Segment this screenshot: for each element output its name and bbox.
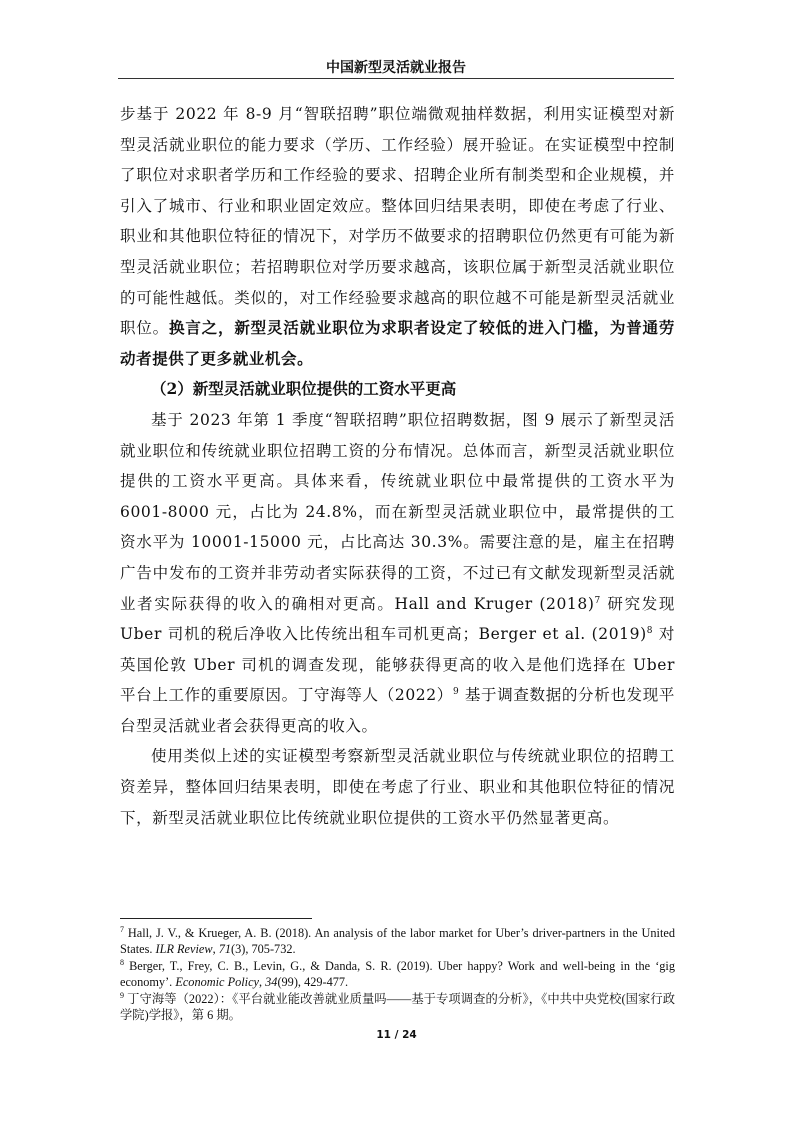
paragraph-1-bold-text: 换言之，新型灵活就业职位为求职者设定了较低的进入门槛，为普通劳动者提供了更多就业机会。: [120, 318, 675, 368]
paragraph-3: 使用类似上述的实证模型考察新型灵活就业职位与传统就业职位的招聘工资差异，整体回归结果表明，即使在考虑了行业、职业和其他职位特征的情况下，新型灵活就业职位比传统就业职位提供的工资水平仍然显著更高。: [120, 747, 675, 827]
paragraph-2-text-a: 基于 2023 年第 1 季度“智联招聘”职位招聘数据，图 9 展示了新型灵活就业职位和传统就业职位招聘工资的分布情况。总体而言，新型灵活就业职位提供的工资水平更高。具体来看，传统就业职位中最常提供的工资水平为 6001-8000 元，占比为 24.8%，而在新型灵活就业职位中，最常提供的工资水平为 10001-15000 元，占比高达 30.3%。需要注意的是，雇主在招聘广告中发布的工资并非劳动者实际获得的工资，不过已有文献发现新型灵活就业者实际获得的收入的确相对更高。Hall and Kruger (2018): [120, 410, 675, 613]
footnote-7-number: 7: [120, 925, 124, 934]
running-header: 中国新型灵活就业报告: [326, 60, 466, 76]
paragraph-2-text-c: 对英国伦敦 Uber 司机的调查发现，能够获得更高的收入是他们选择在 Uber 平台上工作的重要原因。丁守海等人（2022）: [120, 625, 675, 705]
footnotes: [120, 925, 675, 1023]
footnote-8-journal: Economic Policy: [175, 975, 259, 990]
footnote-7-text-c: (3), 705-732.: [231, 942, 296, 957]
footnote-divider: [120, 918, 312, 919]
paragraph-1-text: 步基于 2022 年 8-9 月“智联招聘”职位端微观抽样数据，利用实证模型对新型灵活就业职位的能力要求（学历、工作经验）展开验证。在实证模型中控制了职位对求职者学历和工作经验的要求、招聘企业所有制类型和企业规模，并引入了城市、行业和职业固定效应。整体回归结果表明，即使在考虑了行业、职业和其他职位特征的情况下，对学历不做要求的招聘职位仍然更有可能为新型灵活就业职位；若招聘职位对学历要求越高，该职位属于新型灵活就业职位的可能性越低。类似的，对工作经验要求越高的职位越不可能是新型灵活就业职位。: [120, 105, 675, 338]
paragraph-2-text-d: 基于调查数据的分析也发现平台型灵活就业者会获得更高的收入。: [120, 686, 675, 735]
footnote-ref-7[interactable]: 7: [594, 595, 601, 606]
footnote-9-number: 9: [120, 990, 124, 1000]
footnote-8-text-a: Berger, T., Frey, C. B., Levin, G., & Danda, S. R. (2019). Uber happy? Work and well-being in the ‘gig economy’.: [120, 958, 675, 990]
header-divider: [118, 78, 674, 79]
footnote-8-text-c: (99), 429-477.: [277, 975, 349, 990]
footnote-8-number: 8: [120, 957, 124, 967]
footnote-ref-9[interactable]: 9: [452, 687, 460, 698]
footnote-8-volume: 34: [265, 975, 278, 990]
paragraph-2: [120, 405, 675, 742]
main-body: [120, 99, 675, 833]
footnote-7-volume: 71: [218, 942, 232, 957]
footnote-ref-8[interactable]: 8: [646, 626, 654, 637]
footnote-8-text-b: ,: [258, 975, 266, 990]
footnote-9-text: 丁守海等（2022）：《平台就业能改善就业质量吗——基于专项调查的分析》，《中共中央党校(国家行政学院)学报》，第 6 期。: [120, 991, 675, 1023]
footnote-9: [120, 991, 675, 1024]
footnote-7-text-b: ,: [212, 942, 219, 957]
footnote-7: [120, 925, 675, 958]
section-heading: （2）新型灵活就业职位提供的工资水平更高: [151, 379, 457, 399]
paragraph-2-text-b: 研究发现 Uber 司机的税后净收入比传统出租车司机更高；Berger et al. (2019): [120, 594, 675, 644]
footnote-7-text-a: Hall, J. V., & Krueger, A. B. (2018). An analysis of the labor market for Uber’s driver-partners in the United States.: [120, 926, 675, 957]
paragraph-1: [120, 99, 675, 374]
footnote-7-journal: ILR Review: [155, 942, 213, 957]
footnote-8: [120, 958, 675, 991]
page-number: 11 / 24: [376, 1029, 417, 1041]
